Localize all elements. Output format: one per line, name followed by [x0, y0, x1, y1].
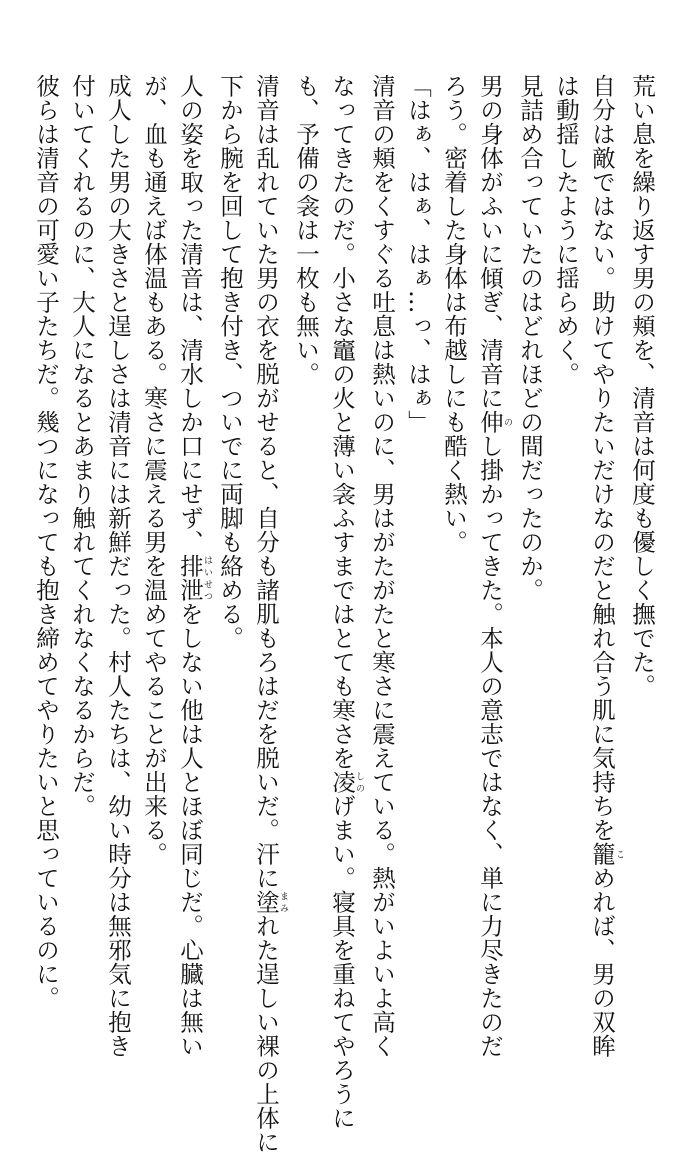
- furigana-reading: こ: [614, 842, 624, 866]
- text-line: 付いてくれるのに、大人になるとあまり触れてくれなくなるからだ。: [68, 74, 96, 818]
- text-line: 下から腕を回して抱き付き、ついでに両脚も絡める。: [216, 74, 244, 650]
- furigana-word: 排泄はいせつ: [176, 554, 212, 602]
- furigana-word: 塗まみ: [252, 890, 288, 914]
- text-line: 見詰め合っていたのはどれほどの間だったのか。: [516, 74, 544, 602]
- furigana-reading: の: [502, 410, 512, 434]
- text-line: も、予備の衾は一枚も無い。: [292, 74, 320, 386]
- furigana-reading: しの: [354, 770, 364, 794]
- text-line: 男の身体がふいに傾ぎ、清音に伸のし掛かってきた。本人の意志ではなく、単に力尽きたのだ: [476, 74, 512, 1058]
- text-line: 自分は敵ではない。助けてやりたいだけなのだと触れ合う肌に気持ちを籠こめれば、男の双眸: [588, 74, 624, 1058]
- text-line: 彼らは清音の可愛い子たちだ。幾つになっても抱き締めてやりたいと思っているのに。: [32, 74, 60, 1010]
- text-line: なってきたのだ。小さな竈の火と薄い衾ふすまではとても寒さを凌しのげまい。寝具を重ねてやろうに: [328, 74, 364, 1130]
- text-line: 成人した男の大きさと逞しさは清音には新鮮だった。村人たちは、幼い時分は無邪気に抱き: [104, 74, 132, 1058]
- furigana-word: 伸の: [476, 410, 512, 434]
- text-line: 人の姿を取った清音は、清水しか口にせず、排泄はいせつをしない他は人とほぼ同じだ。心臓は無い: [176, 74, 212, 1058]
- furigana-reading: はいせつ: [202, 554, 212, 602]
- vertical-text-body: [20, 74, 660, 1154]
- text-line: 清音は乱れていた男の衣を脱がせると、自分も諸肌もろはだを脱いだ。汗に塗まみれた逞しい裸の上体に: [252, 74, 288, 1154]
- text-line: 清音の頬をくすぐる吐息は熱いのに、男はがたがたと寒さに震えている。熱がいよいよ高く: [368, 74, 396, 1058]
- text-line: 荒い息を繰り返す男の頬を、清音は何度も優しく撫でた。: [628, 74, 656, 698]
- furigana-reading: まみ: [278, 890, 288, 914]
- furigana-word: 凌しの: [328, 770, 364, 794]
- text-line: が、血も通えば体温もある。寒さに震える男を温めてやることが出来る。: [140, 74, 168, 866]
- text-line: は動揺したように揺らめく。: [552, 74, 580, 386]
- text-line: 「はぁ、はぁ、はぁ…っ、はぁ」: [404, 74, 432, 434]
- text-line: ろう。密着した身体は布越しにも酷く熱い。: [440, 74, 468, 554]
- furigana-word: 籠こ: [588, 842, 624, 866]
